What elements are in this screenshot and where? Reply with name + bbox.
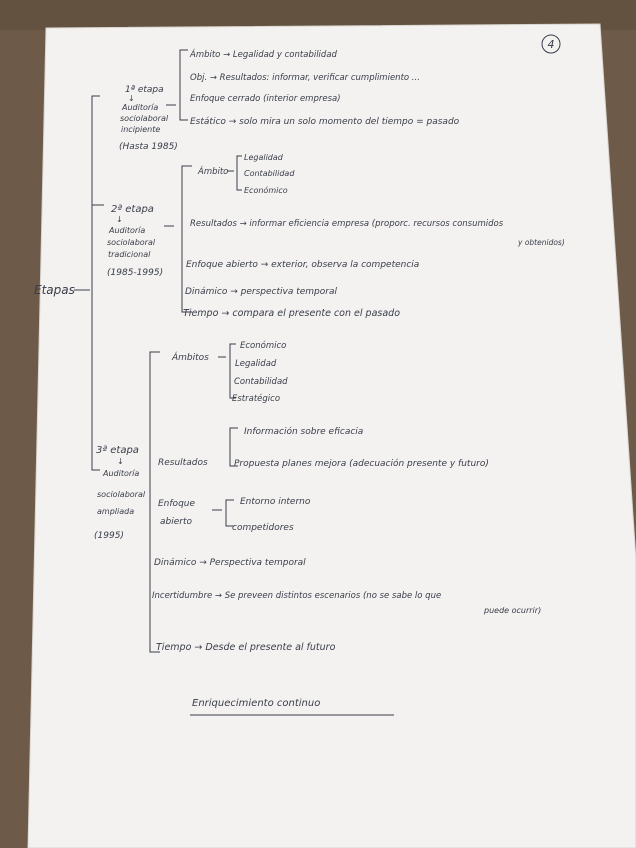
- stage-3-incertidumbre: Incertidumbre → Se preveen distintos escenarios (no se sabe lo que: [152, 591, 442, 601]
- page-number: 4: [547, 38, 555, 51]
- stage-1-row-estatico: Estático → solo mira un solo momento del tiempo = pasado: [190, 117, 460, 127]
- stage-3-enfoque-label-1: Enfoque: [158, 499, 196, 509]
- stage-3-resultados-item-1: Información sobre eficacia: [244, 427, 364, 437]
- stage-2-ambito-item-2: Contabilidad: [244, 169, 295, 178]
- stage-2-resultados-cont: y obtenidos): [518, 238, 565, 247]
- stage-1-name-line-3: incipiente: [121, 125, 161, 134]
- stage-3-resultados-item-2: Propuesta planes mejora (adecuación presente y futuro): [234, 459, 489, 469]
- stage-3-enfoque-item-2: competidores: [232, 523, 294, 533]
- stage-3-name-line-2: sociolaboral: [97, 490, 146, 499]
- stage-1-row-objetivo: Obj. → Resultados: informar, verificar cumplimiento ...: [190, 73, 420, 83]
- footer-title: Enriquecimiento continuo: [192, 698, 321, 709]
- stage-2-ambito-item-3: Económico: [244, 186, 288, 195]
- stage-3-name-line-3: ampliada: [97, 507, 135, 516]
- root-label: Etapas: [34, 283, 75, 297]
- stage-1-name-line-1: Auditoría: [122, 103, 159, 112]
- stage-3-resultados-label: Resultados: [158, 458, 208, 468]
- stage-1-title: 1ª etapa: [125, 85, 164, 95]
- stage-3-title: 3ª etapa: [96, 445, 139, 456]
- stage-3-ambitos-item-4: Estratégico: [232, 394, 281, 404]
- stage-2-title: 2ª etapa: [111, 204, 154, 215]
- stage-3-name-line-1: Auditoría: [103, 469, 140, 478]
- stage-2-arrow: ↓: [116, 215, 123, 224]
- stage-3-dinamico: Dinámico → Perspectiva temporal: [154, 558, 306, 568]
- stage-2-resultados: Resultados → informar eficiencia empresa (proporc. recursos consumidos: [190, 219, 504, 229]
- stage-2-ambito-item-1: Legalidad: [244, 153, 283, 162]
- stage-2-tiempo: Tiempo → compara el presente con el pasado: [183, 308, 401, 319]
- stage-2-name-line-1: Auditoría: [109, 226, 146, 235]
- stage-3-tiempo: Tiempo → Desde el presente al futuro: [156, 642, 336, 653]
- stage-2-name-line-2: sociolaboral: [107, 238, 156, 247]
- stage-1-row-ambito: Ámbito → Legalidad y contabilidad: [190, 50, 337, 60]
- stage-2-enfoque: Enfoque abierto → exterior, observa la competencia: [186, 260, 420, 270]
- stage-1-row-enfoque: Enfoque cerrado (interior empresa): [190, 94, 341, 104]
- stage-2-name-line-3: tradicional: [108, 250, 151, 259]
- stage-3-ambitos-label: Ámbitos: [172, 353, 209, 363]
- stage-3-enfoque-item-1: Entorno interno: [240, 497, 311, 507]
- stage-3-enfoque-label-2: abierto: [160, 517, 193, 527]
- stage-3-ambitos-item-2: Legalidad: [235, 359, 277, 369]
- stage-3-period: (1995): [94, 531, 124, 541]
- stage-2-period: (1985-1995): [107, 268, 164, 278]
- stage-3-arrow: ↓: [117, 457, 124, 466]
- stage-1-name-line-2: sociolaboral: [120, 114, 169, 123]
- stage-3-incertidumbre-cont: puede ocurrir): [484, 606, 542, 615]
- stage-2-ambito-label: Ámbito: [198, 167, 229, 177]
- stage-3-ambitos-item-3: Contabilidad: [234, 377, 288, 387]
- stage-1-arrow: ↓: [128, 94, 135, 103]
- stage-2-dinamico: Dinámico → perspectiva temporal: [185, 287, 337, 297]
- stage-1-period: (Hasta 1985): [119, 142, 178, 152]
- stage-3-ambitos-item-1: Económico: [240, 341, 287, 351]
